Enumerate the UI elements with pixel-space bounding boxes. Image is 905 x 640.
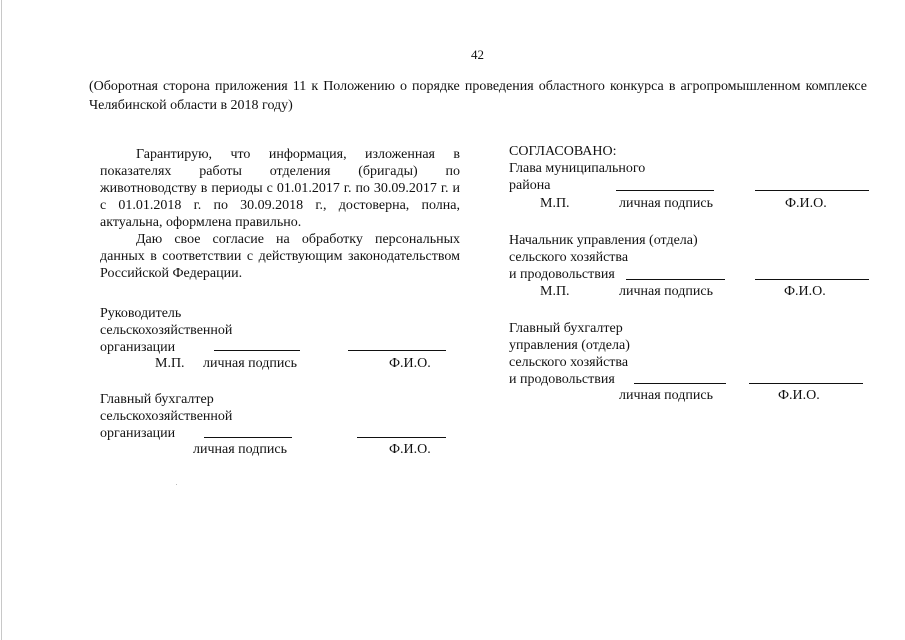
consent-paragraph: Даю свое согласие на обработку персональных данных в соответствии с действующим законодательством Российской Федерации. (100, 232, 460, 281)
head-stamp-label: М.П. (155, 356, 185, 371)
page-number: 42 (471, 47, 484, 62)
agreed-heading: СОГЛАСОВАНО: (509, 144, 617, 159)
department-head-line-1: Начальник управления (отдела) (509, 233, 698, 248)
accountant-name-line (357, 437, 446, 438)
department-accountant-line-3: сельского хозяйства (509, 355, 629, 370)
head-signature-line (214, 350, 300, 351)
head-title-line-1: Руководитель (100, 306, 182, 321)
municipal-head-name-line (755, 190, 869, 191)
accountant-title-line-3: организации (100, 426, 176, 441)
scan-edge-line (1, 0, 2, 640)
accountant-name-label: Ф.И.О. (389, 442, 431, 457)
accountant-signature-line (204, 437, 292, 438)
municipal-head-signature-label: личная подпись (619, 196, 713, 211)
guarantee-paragraph: Гарантирую, что информация, изложенная в показателях работы отделения (бригады) по животноводству в периоды с 01.01.2017 г. по 30.09.2017 г. и с 01.01.2018 г. по 30.09.2018 г., достоверна, полна, актуальна, оформлена правильно. (100, 147, 460, 230)
department-head-line-3: и продовольствия (509, 267, 615, 282)
head-name-label: Ф.И.О. (389, 356, 431, 371)
department-accountant-line-1: Главный бухгалтер (509, 321, 623, 336)
accountant-title-line-1: Главный бухгалтер (100, 392, 214, 407)
document-heading: (Оборотная сторона приложения 11 к Положению о порядке проведения областного конкурса в агропромышленном комплексе Челябинской области в 2018 году) (89, 79, 867, 113)
department-head-name-line (755, 279, 869, 280)
department-accountant-line-2: управления (отдела) (509, 338, 630, 353)
municipal-head-stamp-label: М.П. (540, 196, 570, 211)
accountant-signature-label: личная подпись (193, 442, 287, 457)
head-title-line-3: организации (100, 340, 176, 355)
department-head-stamp-label: М.П. (540, 284, 570, 299)
department-accountant-signature-line (634, 383, 726, 384)
department-head-name-label: Ф.И.О. (784, 284, 826, 299)
department-accountant-line-4: и продовольствия (509, 372, 615, 387)
guarantee-block (100, 146, 460, 282)
accountant-title-line-2: сельскохозяйственной (100, 409, 233, 424)
head-signature-label: личная подпись (203, 356, 297, 371)
municipal-head-signature-line (616, 190, 714, 191)
department-accountant-name-line (749, 383, 863, 384)
department-accountant-signature-label: личная подпись (619, 388, 713, 403)
municipal-head-line-2: района (509, 178, 551, 193)
department-head-line-2: сельского хозяйства (509, 250, 629, 265)
head-name-line (348, 350, 446, 351)
municipal-head-line-1: Глава муниципального (509, 161, 646, 176)
scan-speck (176, 484, 177, 485)
department-head-signature-label: личная подпись (619, 284, 713, 299)
head-title-line-2: сельскохозяйственной (100, 323, 233, 338)
municipal-head-name-label: Ф.И.О. (785, 196, 827, 211)
department-head-signature-line (626, 279, 725, 280)
department-accountant-name-label: Ф.И.О. (778, 388, 820, 403)
